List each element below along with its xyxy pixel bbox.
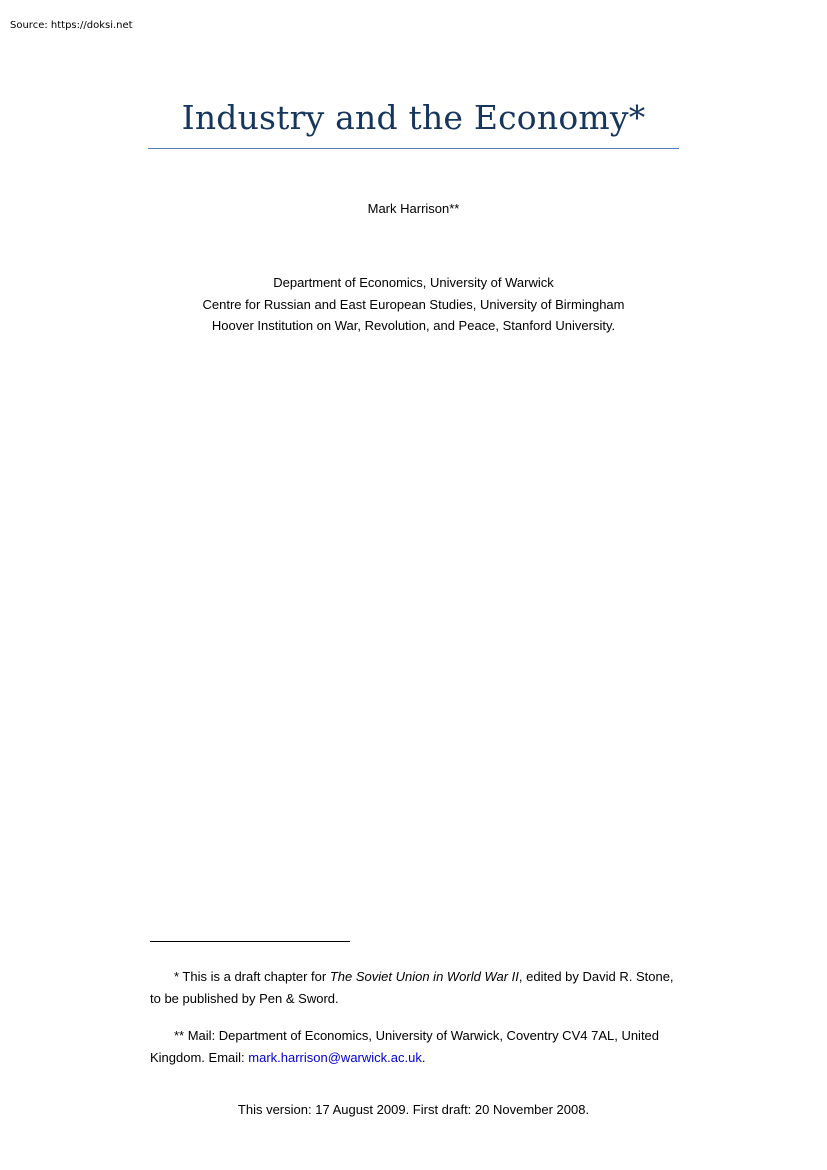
- email-link[interactable]: mark.harrison@warwick.ac.uk: [248, 1050, 422, 1065]
- footnote-1-prefix: * This is a draft chapter for: [174, 969, 330, 984]
- affiliation-stanford: Hoover Institution on War, Revolution, and Peace, Stanford University.: [211, 318, 616, 333]
- source-watermark: Source: https://doksi.net: [10, 20, 133, 31]
- document-title: Industry and the Economy*: [181, 98, 646, 137]
- footnote-separator: [150, 941, 350, 942]
- footnote-1-suffix: , edited by David R. Stone, to be published by Pen & Sword.: [150, 969, 674, 1006]
- author-name: Mark Harrison**: [367, 201, 460, 216]
- footnote-draft-chapter: [150, 966, 680, 1010]
- affiliation-warwick: Department of Economics, University of Warwick: [273, 275, 554, 290]
- title-underline: [148, 148, 679, 149]
- footnote-2-text: ** Mail: Department of Economics, University of Warwick, Coventry CV4 7AL, United Kingdom. Email:: [150, 1028, 660, 1065]
- affiliation-birmingham: Centre for Russian and East European Studies, University of Birmingham: [202, 296, 625, 312]
- footnote-contact: [150, 1025, 680, 1069]
- version-line: This version: 17 August 2009. First draft: 20 November 2008.: [237, 1102, 590, 1117]
- affiliations-block: [148, 272, 679, 337]
- footnote-1-book-title: The Soviet Union in World War II: [329, 969, 519, 984]
- footnote-2-end: .: [421, 1050, 426, 1065]
